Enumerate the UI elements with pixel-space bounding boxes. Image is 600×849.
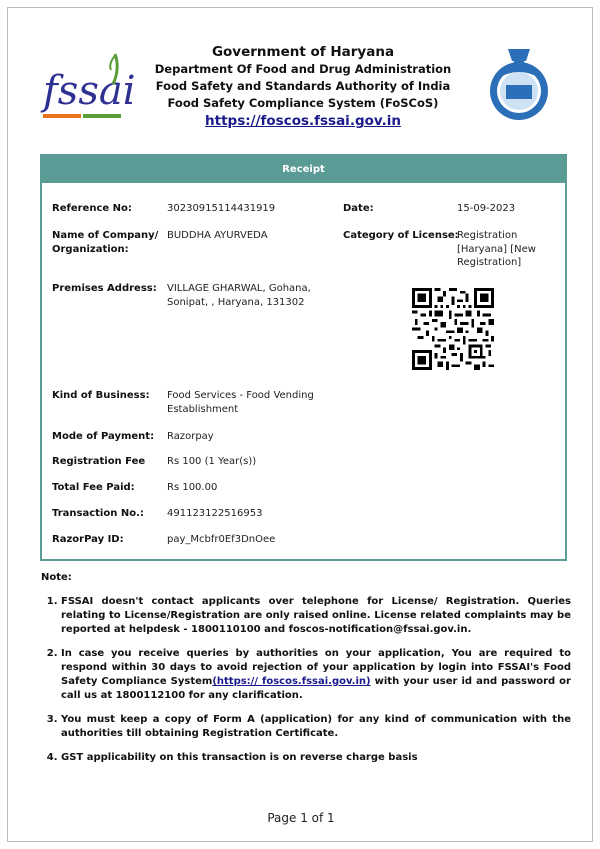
note-item-2-text: In case you receive queries by authorities on your application, You are required to respond within 30 days to avoid rejection of your application by login into FSSAI's Food Safety Compliance System — [61, 648, 571, 687]
category-label: Category of License: — [343, 230, 459, 241]
date-value: 15-09-2023 — [457, 203, 516, 214]
receipt-title: Receipt — [42, 156, 565, 183]
header-system: Food Safety Compliance System (FoSCoS) — [167, 96, 439, 110]
payment-mode-label: Mode of Payment: — [52, 431, 155, 442]
premises-value: VILLAGE GHARWAL, Gohana, Sonipat, , Haryana, 131302 — [167, 283, 311, 308]
header-url-link[interactable]: https://foscos.fssai.gov.in — [205, 113, 401, 129]
note-item-1: 1. FSSAI doesn't contact applicants over telephone for License/ Registration. Queries relating to License/Registration are only raised online. License related complaints may be reported at helpdesk - 1800110100 and foscos-notification@fssai.gov.in. — [61, 595, 571, 637]
header-government: Government of Haryana — [211, 44, 395, 60]
fssai-logo-text: fssai — [43, 68, 136, 114]
note-item-2 — [61, 647, 571, 703]
payment-mode-value: Razorpay — [167, 431, 214, 442]
header-text — [138, 44, 468, 131]
razorpay-id-label: RazorPay ID: — [52, 534, 124, 545]
note-item-2-text-end: with your user id and password or call us at 1800112100 for any clarification. — [61, 676, 571, 701]
receipt-page — [7, 7, 593, 842]
premises-label: Premises Address: — [52, 283, 157, 294]
note-item-3: 3. You must keep a copy of Form A (application) for any kind of communication with the authorities till obtaining Registration Certificate. — [61, 713, 571, 741]
note-item-4: 4. GST applicability on this transaction is on reverse charge basis — [61, 751, 571, 765]
date-label: Date: — [343, 203, 374, 214]
registration-fee-value: Rs 100 (1 Year(s)) — [167, 456, 257, 467]
note-section — [41, 572, 571, 775]
category-value: Registration [Haryana] [New Registration] — [457, 230, 536, 268]
note-list — [41, 595, 571, 765]
note-title: Note: — [41, 572, 72, 583]
header-authority: Food Safety and Standards Authority of India — [155, 79, 451, 93]
page-number: Page 1 of 1 — [267, 811, 335, 825]
business-value: Food Services - Food Vending Establishment — [167, 390, 314, 415]
company-value: BUDDHA AYURVEDA — [167, 230, 268, 241]
razorpay-id-value: pay_Mcbfr0Ef3DnOee — [167, 534, 276, 545]
haryana-emblem-icon — [486, 41, 552, 125]
total-fee-label: Total Fee Paid: — [52, 482, 135, 493]
total-fee-value: Rs 100.00 — [167, 482, 218, 493]
receipt-table — [40, 154, 567, 561]
business-label: Kind of Business: — [52, 390, 150, 401]
reference-no-label: Reference No: — [52, 203, 132, 214]
qr-code-icon — [412, 288, 494, 370]
header-department: Department Of Food and Drug Administration — [154, 62, 452, 76]
header — [8, 8, 594, 138]
reference-no-value: 30230915114431919 — [167, 203, 276, 214]
foscos-link[interactable]: (https:// foscos.fssai.gov.in) — [212, 676, 371, 687]
transaction-no-label: Transaction No.: — [52, 508, 144, 519]
registration-fee-label: Registration Fee — [52, 456, 146, 467]
transaction-no-value: 491123122516953 — [167, 508, 263, 519]
fssai-logo — [41, 44, 136, 126]
company-label: Name of Company/ Organization: — [52, 230, 159, 255]
